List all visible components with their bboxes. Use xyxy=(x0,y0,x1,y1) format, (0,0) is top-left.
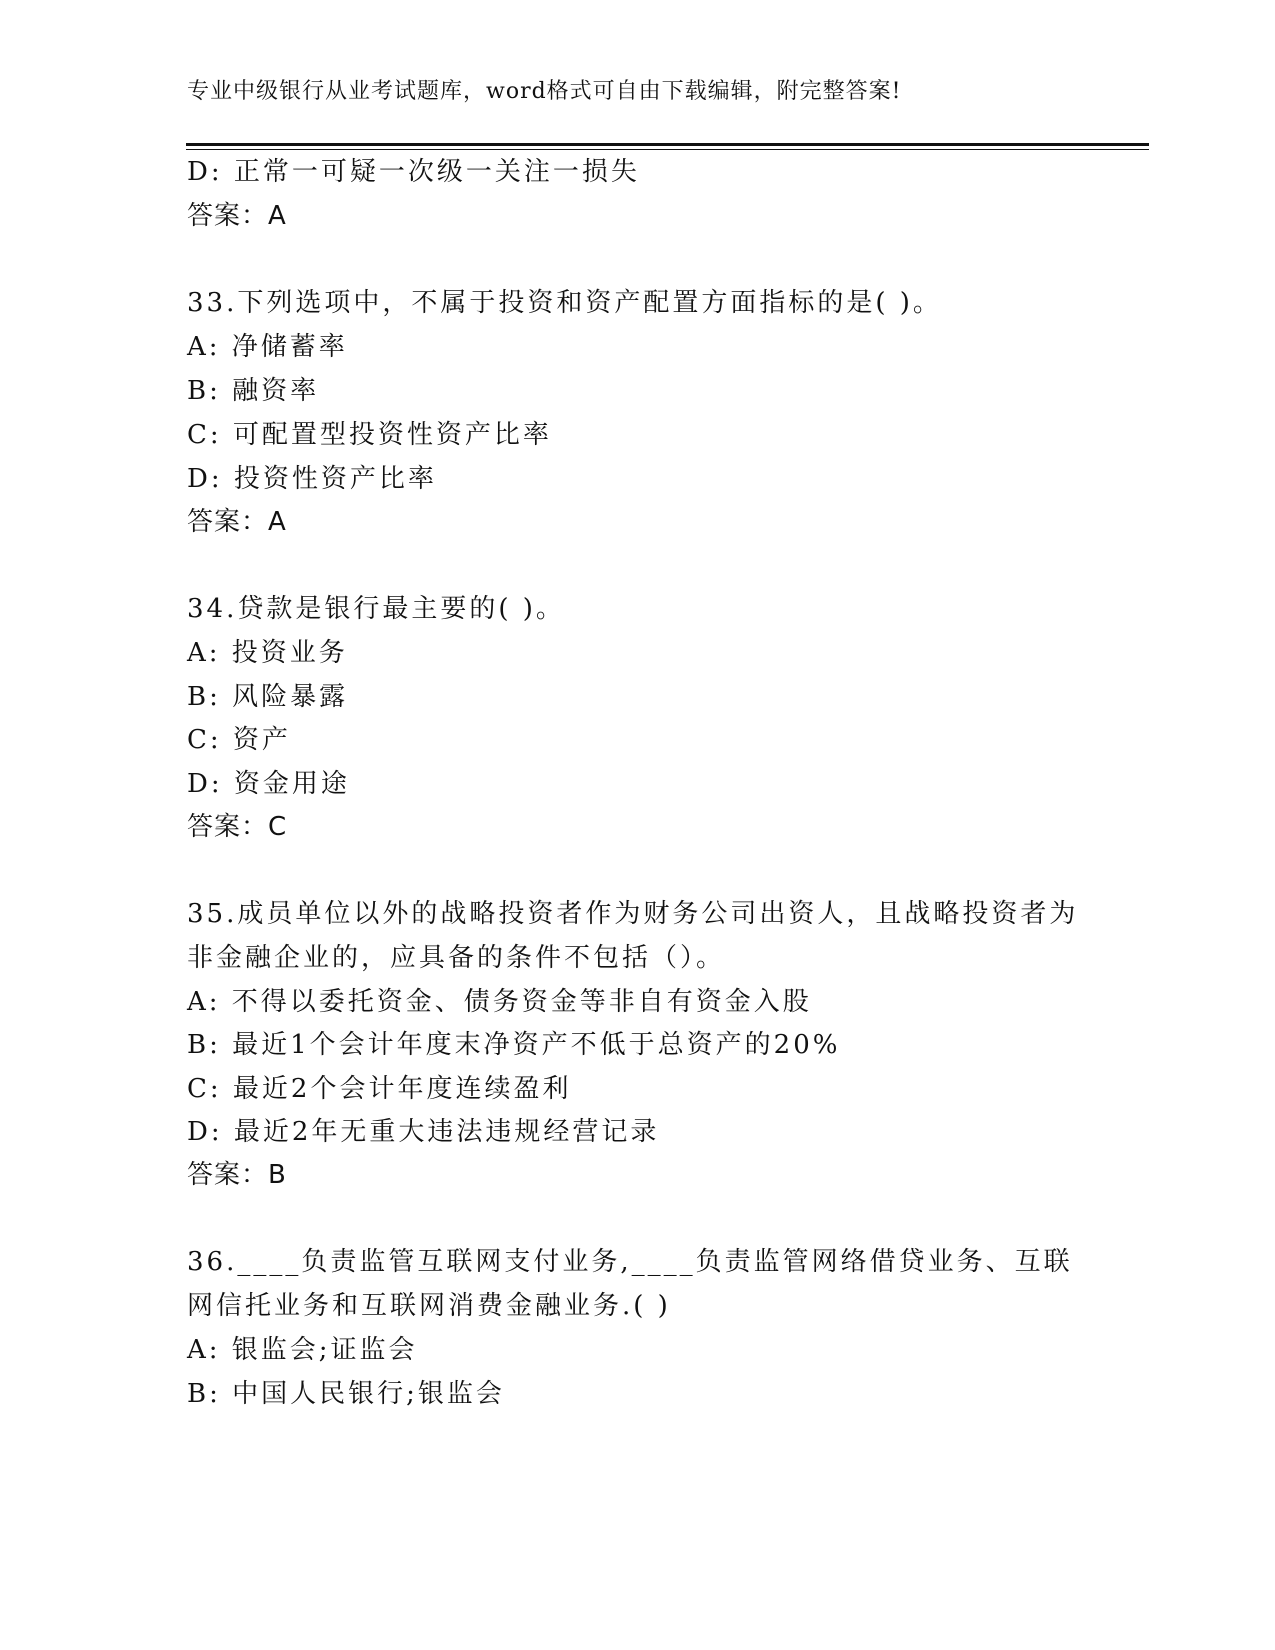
question-36-option-a: A: 银监会;证监会 xyxy=(187,1335,418,1365)
question-33-option-b: B: 融资率 xyxy=(187,376,320,406)
question-35-stem-line-2: 非金融企业的，应具备的条件不包括（）。 xyxy=(187,943,726,973)
header-rule-thin xyxy=(186,149,1149,150)
question-35-answer: 答案：B xyxy=(187,1160,287,1190)
question-35-option-d: D: 最近2年无重大违法违规经营记录 xyxy=(187,1117,660,1147)
question-35-stem-line-1: 35.成员单位以外的战略投资者作为财务公司出资人，且战略投资者为 xyxy=(187,899,1079,929)
header-rule-thick xyxy=(186,143,1149,146)
question-34-stem: 34.贷款是银行最主要的( )。 xyxy=(187,594,565,624)
question-36-stem-line-2: 网信托业务和互联网消费金融业务.( ) xyxy=(187,1291,671,1321)
question-36-stem-line-1: 36.____负责监管互联网支付业务,____负责监管网络借贷业务、互联 xyxy=(187,1247,1073,1277)
question-35-option-c: C: 最近2个会计年度连续盈利 xyxy=(187,1074,572,1104)
question-34-option-d: D: 资金用途 xyxy=(187,769,350,799)
question-35-option-b: B: 最近1个会计年度末净资产不低于总资产的20% xyxy=(187,1030,841,1060)
question-34-option-b: B: 风险暴露 xyxy=(187,682,349,712)
question-35-option-a: A: 不得以委托资金、债务资金等非自有资金入股 xyxy=(187,987,812,1017)
question-33-option-a: A: 净储蓄率 xyxy=(187,332,348,362)
question-36-option-b: B: 中国人民银行;银监会 xyxy=(187,1379,505,1409)
question-33-option-d: D: 投资性资产比率 xyxy=(187,464,437,494)
question-34-answer: 答案：C xyxy=(187,812,288,842)
question-33-answer: 答案：A xyxy=(187,507,287,537)
question-33-stem: 33.下列选项中，不属于投资和资产配置方面指标的是( )。 xyxy=(187,288,942,318)
prev-question-option-d: D: 正常一可疑一次级一关注一损失 xyxy=(187,157,640,187)
prev-question-answer: 答案：A xyxy=(187,201,287,231)
question-34-option-c: C: 资产 xyxy=(187,725,291,755)
question-33-option-c: C: 可配置型投资性资产比率 xyxy=(187,420,552,450)
page-header: 专业中级银行从业考试题库，word格式可自由下载编辑，附完整答案! xyxy=(187,79,902,104)
question-34-option-a: A: 投资业务 xyxy=(187,638,348,668)
